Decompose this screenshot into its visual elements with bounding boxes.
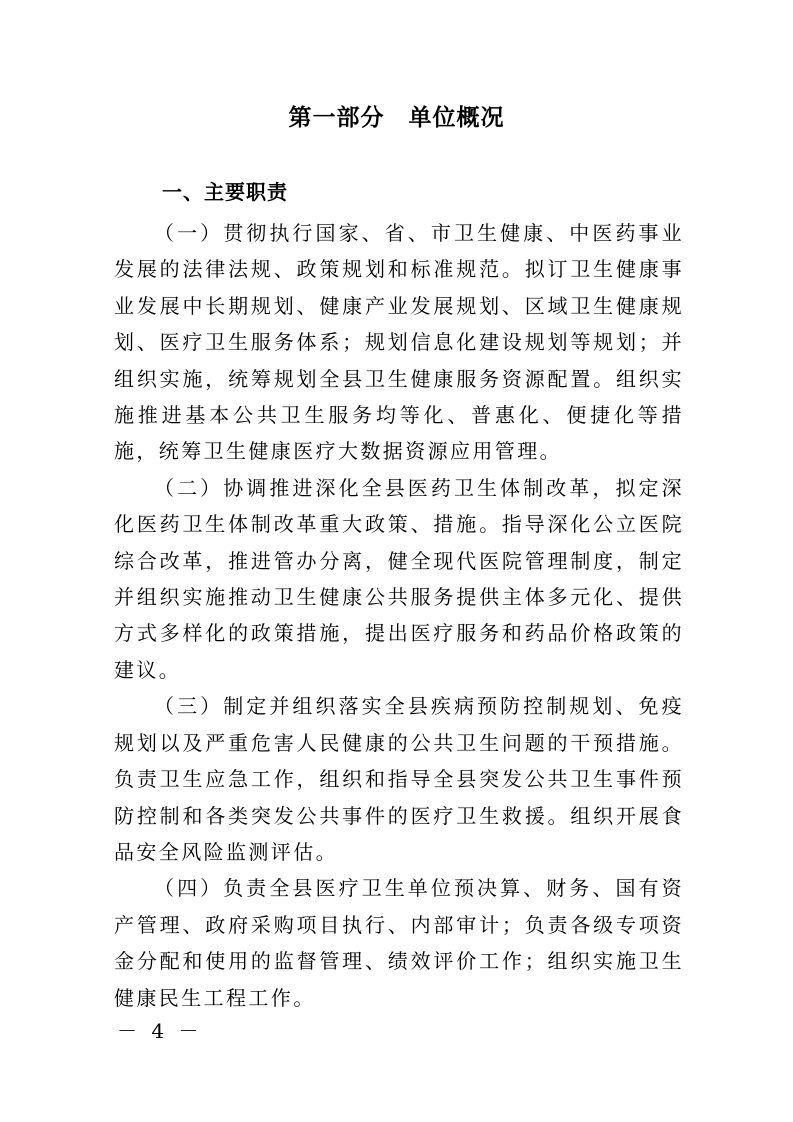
paragraph-duty-2: （二）协调推进深化全县医药卫生体制改革，拟定深化医药卫生体制改革重大政策、措施。指导深化公立医院综合改革，推进管办分离，健全现代医院管理制度，制定并组织实施推动卫生健康公共服务提供主体多元化、提供方式多样化的政策措施，提出医疗服务和药品价格政策的建议。 — [114, 475, 684, 682]
page-number: － 4 － — [117, 1019, 203, 1043]
body-text — [114, 215, 684, 1016]
paragraph-duty-1: （一）贯彻执行国家、省、市卫生健康、中医药事业发展的法律法规、政策规划和标准规范。拟订卫生健康事业发展中长期规划、健康产业发展规划、区域卫生健康规划、医疗卫生服务体系；规划信息化建设规划等规划；并组织实施，统筹规划全县卫生健康服务资源配置。组织实施推进基本公共卫生服务均等化、普惠化、便捷化等措施，统筹卫生健康医疗大数据资源应用管理。 — [114, 221, 684, 464]
paragraph-duty-4: （四）负责全县医疗卫生单位预决算、财务、国有资产管理、政府采购项目执行、内部审计；负责各级专项资金分配和使用的监督管理、绩效评价工作；组织实施卫生健康民生工程工作。 — [114, 876, 684, 1010]
section-heading: 一、主要职责 — [162, 180, 288, 204]
page-title: 第一部分 单位概况 — [288, 105, 505, 131]
paragraph-duty-3: （三）制定并组织落实全县疾病预防控制规划、免疫规划以及严重危害人民健康的公共卫生问题的干预措施。负责卫生应急工作，组织和指导全县突发公共卫生事件预防控制和各类突发公共事件的医疗卫生救援。组织开展食品安全风险监测评估。 — [114, 694, 684, 864]
